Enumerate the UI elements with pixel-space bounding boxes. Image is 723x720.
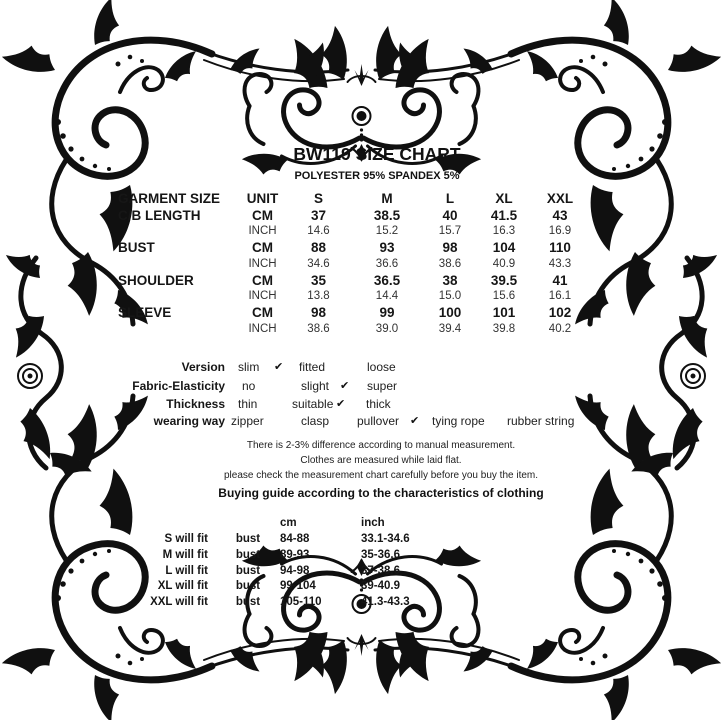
size-value: 93 [379,240,395,256]
size-value: 35 [310,272,327,288]
column-header-garment-size: GARMENT SIZE [118,191,221,207]
option-super: super [367,379,398,393]
checkmark-icon: ✔ [274,361,284,373]
attribute-row-wearing-way [0,413,723,430]
guide-inch-range: 35-36.6 [361,548,401,561]
table-row [118,207,590,223]
size-value: 110 [549,240,571,256]
row-label [118,289,240,305]
guide-cm-range: 84-88 [280,532,310,545]
guide-row-label: XL will fit [157,580,208,593]
guide-cm-range: 89-93 [280,548,310,561]
checkmark-icon: ✔ [410,415,420,427]
column-header-cm: cm [280,517,297,530]
size-value: 36.5 [373,272,401,288]
table-row [118,240,590,256]
size-value: 15.6 [492,290,516,303]
size-value: 15.0 [438,290,462,303]
column-header-xxl: XXL [546,191,574,207]
size-value: 43.3 [548,257,572,270]
guide-inch-range: 37-38.6 [361,564,401,577]
measurement-note: Clothes are measured while laid flat. [300,455,462,466]
size-table [118,191,590,338]
measurement-note: please check the measurement chart carefully before you buy the item. [223,470,539,481]
table-row [118,256,590,272]
attribute-row-elasticity [0,378,723,395]
buying-guide-table [78,516,465,611]
table-row [118,289,590,305]
size-value: 41 [552,272,568,288]
checkmark-icon: ✔ [336,398,346,410]
attribute-label: wearing way [153,414,225,428]
spacer-cell [78,516,220,532]
fabric-composition-subtitle: POLYESTER 95% SPANDEX 5% [294,170,460,182]
size-value: 38.5 [373,207,401,223]
table-row [118,224,590,240]
size-value: 37 [310,207,327,223]
size-value: 38.6 [307,322,330,335]
column-header-xl: XL [495,191,513,207]
guide-inch-range: 39-40.9 [361,580,401,593]
size-value: 14.6 [307,224,330,237]
column-header-m: M [381,191,393,207]
size-value: 40 [442,207,458,223]
size-value: 39.0 [375,322,399,335]
guide-cm-range: 94-98 [280,564,310,577]
size-value: 43 [552,207,568,223]
unit-cell: INCH [248,257,277,270]
column-header-s: S [313,191,323,207]
size-value: 40.9 [492,257,516,270]
checkmark-icon: ✔ [340,380,350,392]
option-zipper: zipper [231,414,264,428]
size-value: 34.6 [307,257,330,270]
size-value: 15.7 [438,224,462,237]
size-value: 14.4 [375,290,399,303]
size-value: 88 [310,240,327,256]
size-value: 38 [442,272,458,288]
size-value: 101 [492,305,516,321]
page-title: BW119 SIZE CHART [293,144,461,164]
row-label: C/B LENGTH [118,207,201,223]
size-value: 38.6 [438,257,462,270]
size-table-header-row [118,191,590,207]
table-row [118,305,590,321]
guide-measure: bust [235,596,261,609]
row-label [118,224,240,240]
row-label: SHOULDER [118,272,194,288]
unit-cell: INCH [248,224,277,237]
option-suitable: suitable [292,397,334,411]
table-row [78,548,465,564]
column-header-unit: UNIT [246,191,279,207]
row-label: BUST [118,240,155,256]
size-value: 16.1 [548,290,572,303]
guide-row-label: XXL will fit [150,596,208,609]
guide-inch-range: 41.3-43.3 [361,596,410,609]
unit-cell: CM [252,272,273,288]
table-row [118,272,590,288]
size-value: 16.3 [492,224,516,237]
table-row [78,532,465,548]
unit-cell: CM [252,240,273,256]
size-value: 41.5 [490,207,518,223]
table-row [118,321,590,337]
size-value: 40.2 [548,322,572,335]
size-value: 39.5 [490,272,518,288]
attribute-row-version [0,359,723,376]
size-value: 102 [548,305,572,321]
buying-guide-title: Buying guide according to the characteristics of clothing [218,486,544,500]
unit-cell: INCH [248,322,277,335]
size-value: 39.4 [438,322,462,335]
row-label: SLEEVE [118,305,172,321]
size-value: 39.8 [492,322,516,335]
table-row [78,563,465,579]
option-no: no [242,379,256,393]
attribute-row-thickness [0,396,723,413]
option-pullover: pullover [357,414,400,428]
option-fitted: fitted [299,360,326,374]
option-thin: thin [238,397,258,411]
size-value: 98 [310,305,327,321]
guide-inch-range: 33.1-34.6 [361,532,410,545]
attribute-label: Thickness [166,397,225,411]
attribute-label: Fabric-Elasticity [132,379,225,393]
row-label [118,256,240,272]
option-rubber-string: rubber string [507,414,575,428]
unit-cell: CM [252,207,273,223]
guide-measure: bust [235,532,261,545]
option-slim: slim [238,360,260,374]
size-value: 36.6 [375,257,399,270]
option-tying-rope: tying rope [432,414,485,428]
guide-measure: bust [235,564,261,577]
option-thick: thick [366,397,391,411]
row-label [118,321,240,337]
guide-row-label: S will fit [164,532,208,545]
attribute-label: Version [181,360,225,374]
unit-cell: CM [252,305,273,321]
size-value: 100 [438,305,462,321]
spacer-cell [220,516,276,532]
size-value: 98 [442,240,458,256]
size-value: 104 [492,240,516,256]
guide-measure: bust [235,580,261,593]
size-value: 16.9 [548,224,572,237]
table-row [78,579,465,595]
size-value: 99 [379,305,395,321]
column-header-inch: inch [361,517,385,530]
unit-cell: INCH [248,290,277,303]
option-slight: slight [301,379,330,393]
measurement-note: There is 2-3% difference according to manual measurement. [246,440,516,451]
guide-row-label: L will fit [165,564,208,577]
guide-header-row [78,516,465,532]
guide-cm-range: 105-110 [280,596,322,609]
guide-measure: bust [235,548,261,561]
column-header-l: L [445,191,455,207]
guide-row-label: M will fit [162,548,208,561]
size-value: 15.2 [375,224,399,237]
size-value: 13.8 [307,290,330,303]
table-row [78,595,465,611]
option-clasp: clasp [301,414,330,428]
option-loose: loose [367,360,396,374]
guide-cm-range: 99-104 [280,580,316,593]
